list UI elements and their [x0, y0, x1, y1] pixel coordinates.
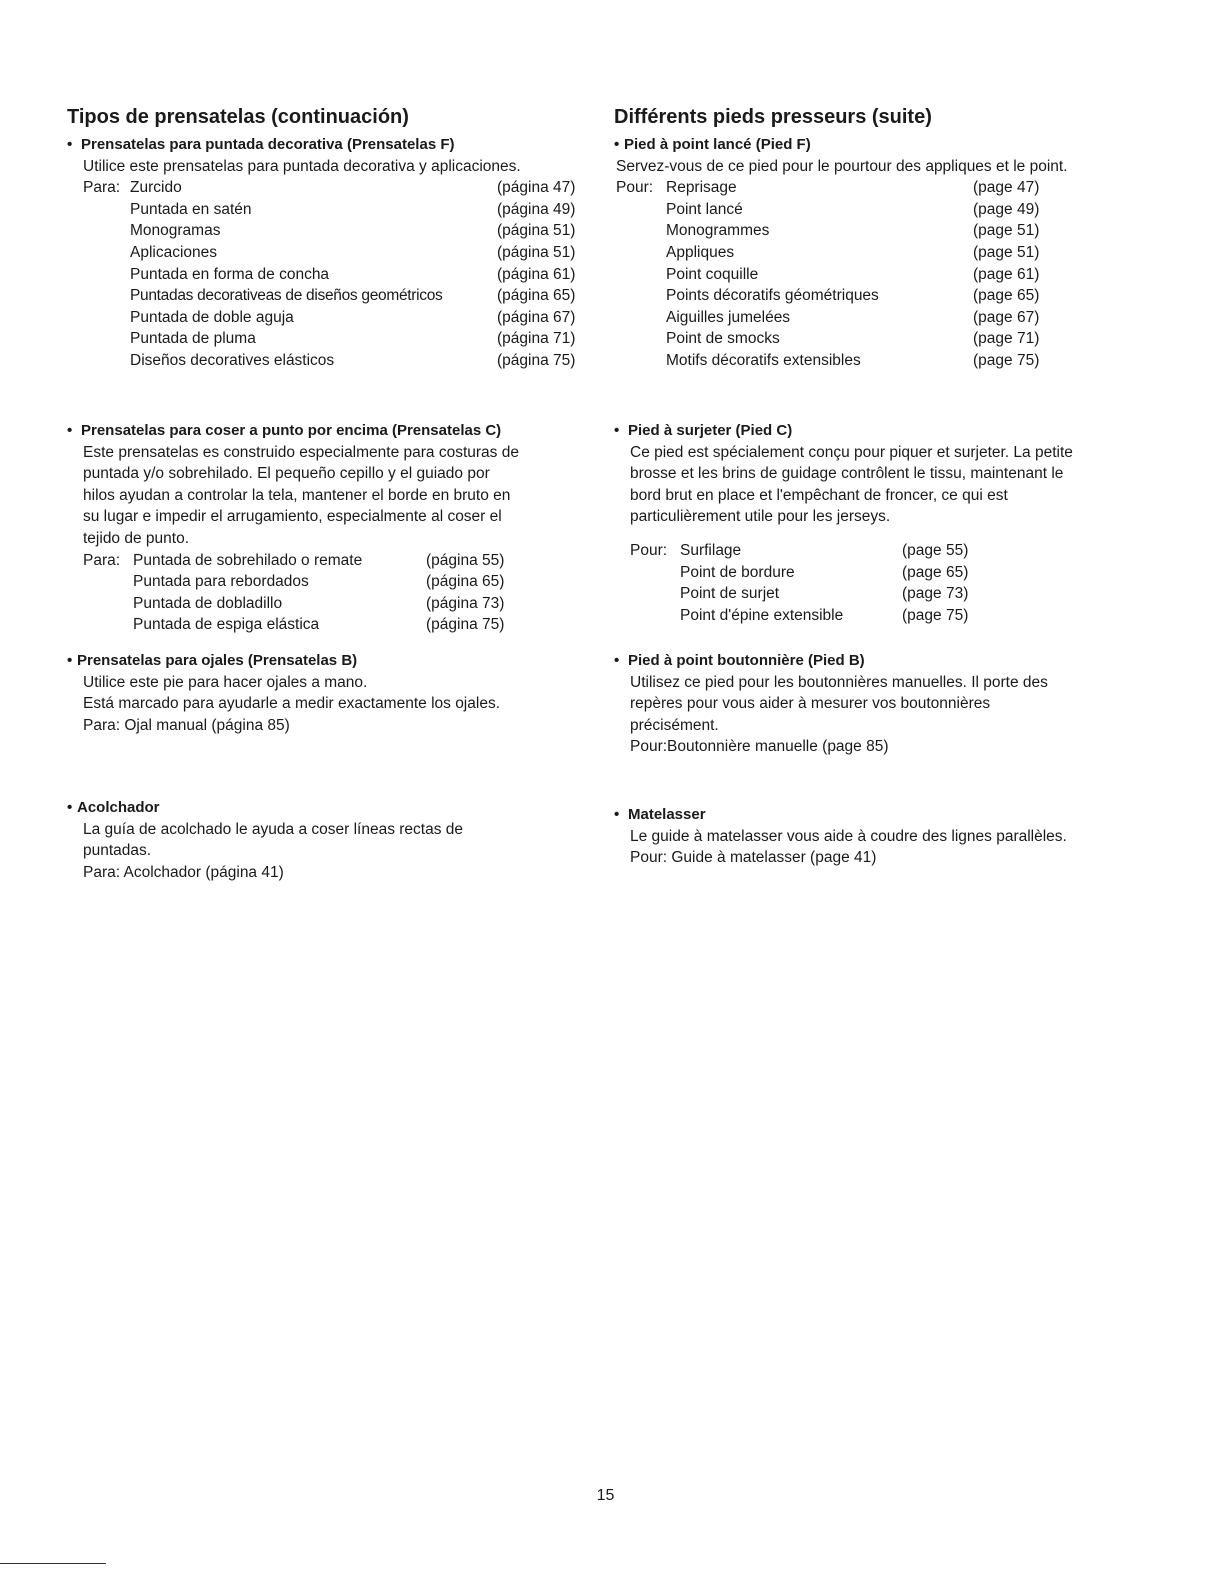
- list-item: Point coquille (page 61): [666, 265, 1040, 283]
- section-heading: • Pied à point boutonnière (Pied B): [614, 652, 865, 669]
- section-text: Pour: Guide à matelasser (page 41): [630, 849, 877, 867]
- section-text: La guía de acolchado le ayuda a coser líneas rectas de: [83, 820, 464, 838]
- section-text: Utilisez ce pied pour les boutonnières manuelles. Il porte des: [630, 673, 1048, 691]
- section-heading: • Prensatelas para coser a punto por encima (Prensatelas C): [67, 422, 502, 439]
- page-number: 15: [596, 1487, 615, 1504]
- list-item: Aiguilles jumelées (page 67): [666, 308, 1040, 326]
- section-quilting-guide-fr: [614, 804, 1149, 869]
- list-item: Puntada en satén (página 49): [130, 200, 576, 218]
- section-heading: • Matelasser: [614, 806, 706, 823]
- list-item: Monogramas (página 51): [130, 222, 576, 240]
- list-item: Point de surjet (page 73): [680, 585, 969, 603]
- section-text: Utilice este prensatelas para puntada decorativa y aplicaciones.: [83, 157, 521, 175]
- section-overlock-foot-fr: [614, 420, 1149, 626]
- list-item: Pour: Surfilage (page 55): [630, 541, 969, 559]
- section-overlock-foot-es: [67, 420, 597, 636]
- list-item: Aplicaciones (página 51): [130, 243, 576, 261]
- section-buttonhole-foot-es: [67, 650, 597, 736]
- list-item: Puntada de doble aguja (página 67): [130, 308, 576, 326]
- list-item: Point lancé (page 49): [666, 200, 1040, 218]
- section-buttonhole-foot-fr: [614, 650, 1149, 758]
- list-item: Diseños decoratives elásticos (página 75): [130, 351, 576, 369]
- section-text: hilos ayudan a controlar la tela, mantener el borde en bruto en: [83, 486, 511, 504]
- list-item: Appliques (page 51): [666, 243, 1040, 261]
- section-text: Utilice este pie para hacer ojales a mano.: [83, 673, 368, 691]
- section-text: brosse et les brins de guidage contrôlent le tissu, maintenant le: [630, 465, 1064, 483]
- section-text: puntadas.: [83, 842, 152, 860]
- list-item: Monogrammes (page 51): [666, 222, 1040, 240]
- french-column: [614, 104, 1149, 867]
- section-text: Este prensatelas es construido especialmente para costuras de: [83, 443, 519, 461]
- list-item: Point de bordure (page 65): [680, 563, 969, 581]
- page-title-es: Tipos de prensatelas (continuación): [67, 106, 409, 128]
- section-text: Le guide à matelasser vous aide à coudre des lignes parallèles.: [630, 827, 1067, 845]
- footer-rule: [0, 1563, 106, 1564]
- section-decorative-foot-fr: [614, 134, 1149, 372]
- section-text: particulièrement utile pour les jerseys.: [630, 508, 891, 526]
- list-item: Puntada de dobladillo (página 73): [133, 594, 505, 612]
- section-text: tejido de punto.: [83, 529, 190, 547]
- section-text: su lugar e impedir el arrugamiento, especialmente al coser el: [83, 508, 502, 526]
- section-text: Servez-vous de ce pied pour le pourtour des appliques et le point.: [616, 157, 1068, 175]
- list-item: Puntada de espiga elástica (página 75): [133, 616, 505, 634]
- section-heading: • Prensatelas para puntada decorativa (Prensatelas F): [67, 136, 455, 153]
- spanish-column: [67, 104, 597, 881]
- list-item: Puntada de pluma (página 71): [130, 330, 576, 348]
- section-text: précisément.: [630, 716, 719, 734]
- list-item: Points décoratifs géométriques (page 65): [666, 287, 1040, 305]
- section-text: Para: Acolchador (página 41): [83, 863, 284, 881]
- list-item: Para: Zurcido (página 47): [83, 179, 576, 197]
- section-quilting-guide-es: [67, 797, 597, 883]
- section-text: puntada y/o sobrehilado. El pequeño cepillo y el guiado por: [83, 465, 490, 483]
- list-item: Puntada en forma de concha (página 61): [130, 265, 576, 283]
- list-item: Puntada para rebordados (página 65): [133, 573, 505, 591]
- page-title-fr: Différents pieds presseurs (suite): [614, 106, 932, 128]
- section-heading: • Pied à point lancé (Pied F): [614, 136, 811, 153]
- list-item: Point de smocks (page 71): [666, 330, 1040, 348]
- list-item: Motifs décoratifs extensibles (page 75): [666, 351, 1040, 369]
- section-heading: • Pied à surjeter (Pied C): [614, 422, 793, 439]
- section-text: Para: Ojal manual (página 85): [83, 716, 290, 734]
- section-text: Está marcado para ayudarle a medir exactamente los ojales.: [83, 695, 500, 713]
- section-text: Ce pied est spécialement conçu pour piquer et surjeter. La petite: [630, 443, 1073, 461]
- list-item: Para: Puntada de sobrehilado o remate (página 55): [83, 551, 505, 569]
- section-decorative-foot-es: [67, 134, 597, 372]
- list-item: Puntadas decorativeas de diseños geométricos (página 65): [130, 287, 576, 305]
- list-item: Pour: Reprisage (page 47): [616, 179, 1040, 197]
- section-heading: • Prensatelas para ojales (Prensatelas B): [67, 652, 358, 669]
- section-text: repères pour vous aider à mesurer vos boutonnières: [630, 695, 991, 713]
- section-text: bord brut en place et l'empêchant de froncer, ce qui est: [630, 486, 1008, 504]
- section-text: Pour:Boutonnière manuelle (page 85): [630, 738, 889, 756]
- list-item: Point d'épine extensible (page 75): [680, 606, 969, 624]
- section-heading: • Acolchador: [67, 799, 160, 816]
